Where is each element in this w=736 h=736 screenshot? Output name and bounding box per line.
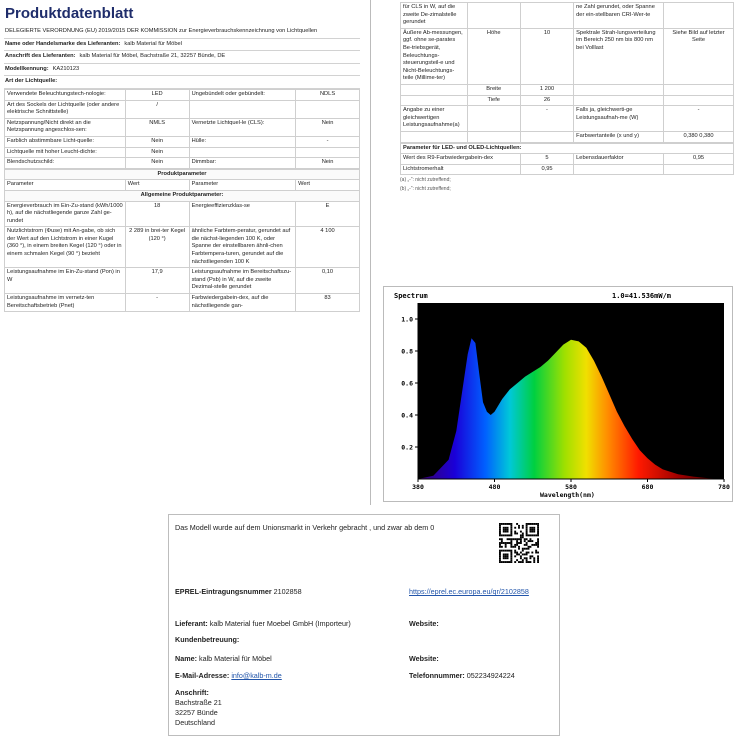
type-table-cell: Art des Sockels der Lichtquelle (oder andere elektrische Schnittstelle) [5, 100, 126, 118]
dimension-table-cell [467, 131, 520, 142]
y-tick-label: 0.8 [401, 347, 413, 356]
dimension-table-row [401, 131, 734, 142]
type-table-cell: Nein [125, 158, 189, 169]
supplier-value: kalb Material fuer Moebel GmbH (Importeur) [209, 619, 351, 628]
param-table-row [5, 268, 360, 294]
y-tick-label: 1.0 [401, 315, 413, 324]
type-table-cell [296, 147, 360, 158]
dimension-table-cell: Äußere Ab-messungen, ggf. ohne se-parates Be-triebsgerät, Beleuchtungs-steuerungsteil-e und Nicht-Beleuchtungs-teile (Millime-ter) [401, 28, 468, 84]
type-table-row [5, 118, 360, 136]
eprel-link[interactable]: https://eprel.ec.europa.eu/qr/2102858 [409, 587, 529, 596]
x-tick-label: 580 [565, 483, 577, 491]
y-tick-label: 0.6 [401, 379, 413, 388]
param-table-cell: Farbwiedergabein-dex, auf die nächstliegende gan- [189, 294, 296, 312]
type-table-row [5, 136, 360, 147]
address-line-2: 32257 Bünde [175, 708, 218, 717]
param-table-row [5, 294, 360, 312]
param-table-cell: Leistungsaufnahme im vernetz-ten Bereitschaftsbetrieb (Pnet) [5, 294, 126, 312]
type-table-cell [189, 100, 296, 118]
product-datasheet-panel [0, 0, 364, 505]
param-table-cell: Energieverbrauch im Ein-Zu-stand (kWh/1000 h), auf die nächstliegende ganze Zahl ge-rundet [5, 201, 126, 227]
y-tick-label: 0.2 [401, 443, 413, 452]
dimension-table-cell [467, 3, 520, 29]
type-table-cell: Dimmbar: [189, 158, 296, 169]
param-table-cell: 0,10 [296, 268, 360, 294]
dimension-table-cell: - [664, 106, 734, 132]
param-table-cell: 2 289 in brei-ter Kegel (120 °) [125, 227, 189, 268]
name-label: Name: [175, 654, 197, 663]
type-table-cell [189, 147, 296, 158]
dimension-table-row [401, 28, 734, 84]
qr-code-icon[interactable] [499, 523, 539, 563]
dimension-table-row [401, 95, 734, 106]
dimension-table-cell: Spektrale Strah-lungsverteilung im Bereich 250 nm bis 800 nm bei Volllast [574, 28, 664, 84]
type-table-cell: Nein [296, 158, 360, 169]
dimension-table-cell [467, 106, 520, 132]
dimension-table-cell: für CLS in W, auf die zweite De-zimalstelle gerundet [401, 3, 468, 29]
params-header-3: Parameter [189, 180, 296, 191]
param-table-row [5, 227, 360, 268]
param-table-cell: 83 [296, 294, 360, 312]
datasheet-continuation-panel [398, 0, 736, 272]
led-params-title: Parameter für LED- und OLED-Lichtquellen: [401, 143, 734, 154]
eprel-label: EPREL-Eintragungsnummer [175, 587, 272, 596]
led-table-cell: 5 [520, 154, 573, 165]
email-row [175, 671, 282, 681]
param-table-cell: 17,9 [125, 268, 189, 294]
led-table-cell: Lebensdauerfaktor [574, 154, 664, 165]
dimension-table-cell [401, 84, 468, 95]
params-header-2: Wert [125, 180, 189, 191]
dimension-table-cell [401, 95, 468, 106]
type-table-cell: Vernetzte Lichtquel-le (CLS): [189, 118, 296, 136]
dimension-table-row [401, 3, 734, 29]
website-row [409, 619, 439, 629]
datasheet-title: Produktdatenblatt [5, 5, 134, 22]
type-table-cell: Lichtquelle mit hoher Leucht-dichte: [5, 147, 126, 158]
led-table-cell [574, 164, 664, 175]
model-row [4, 64, 360, 77]
param-table-cell: E [296, 201, 360, 227]
type-table-cell: NMLS [125, 118, 189, 136]
dimension-table-cell: Angabe zu einer gleichwertigen Leistungsaufnahme(a) [401, 106, 468, 132]
param-table-cell: Nutzlichtstrom (Φuse) mit An-gabe, ob sich der Wert auf den Lichtstrom in einer Kugel (360 °), in einem breiten Kegel (120 °) oder in einem schmalen Kegel (90 °) bezieht [5, 227, 126, 268]
type-table-cell: Ungebündelt oder gebündelt: [189, 89, 296, 100]
x-tick-label: 780 [718, 483, 730, 491]
regulation-label: DELEGIERTE VERORDNUNG (EU) 2019/2015 DER KOMMISSION zur Energieverbrauchskennzeichnung von Lichtquellen [5, 28, 318, 34]
dimension-table-cell: - [520, 106, 573, 132]
dimension-table-cell [574, 84, 664, 95]
chart-annotation: 1.0=41.536mW/m [612, 292, 672, 300]
footnote-b: (b) „-“: nicht zutreffend; [400, 186, 451, 193]
dimension-table-cell [664, 95, 734, 106]
dimension-table-cell [664, 84, 734, 95]
eprel-row [175, 587, 302, 597]
light-source-type-table [4, 89, 360, 169]
led-table-cell [664, 164, 734, 175]
x-tick-label: 380 [412, 483, 424, 491]
dimension-table-cell: 10 [520, 28, 573, 84]
dimension-table-cell: 1 200 [520, 84, 573, 95]
dimension-table-cell: ne Zahl gerundet, oder Spanne der ein-stellbaren CRI-Wer-te [574, 3, 664, 29]
type-table-cell: NDLS [296, 89, 360, 100]
param-table-cell: Leistungsaufnahme im Bereitschaftszu-stand (Psb) in W, auf die zweite Dezimal-stelle gerundet [189, 268, 296, 294]
dimension-table-row [401, 106, 734, 132]
params-header-4: Wert [296, 180, 360, 191]
dimension-table-cell: Höhe [467, 28, 520, 84]
brand-value: kalb Material für Möbel [124, 40, 182, 47]
website-label: Website: [409, 619, 439, 628]
x-tick-label: 680 [641, 483, 654, 491]
light-source-type-heading: Art der Lichtquelle: [4, 76, 360, 89]
address-label: Anschrift des Lieferanten: [5, 53, 76, 60]
led-table-row [401, 164, 734, 175]
dimension-table-cell: Tiefe [467, 95, 520, 106]
website2-row [409, 654, 439, 664]
address-line-3: Deutschland [175, 718, 215, 727]
led-parameters-table [400, 143, 734, 176]
type-table-cell: Blendschutzschild: [5, 158, 126, 169]
dimension-table-cell: Farbwertanteile (x und y) [574, 131, 664, 142]
website2-label: Website: [409, 654, 439, 663]
x-tick-label: 480 [488, 483, 501, 491]
type-table-cell: Nein [125, 147, 189, 158]
led-table-cell: Lichtstromerhalt [401, 164, 521, 175]
spectrum-chart-svg [390, 289, 728, 499]
chart-title: Spectrum [394, 292, 428, 300]
dimension-table-cell: 0,380 0,380 [664, 131, 734, 142]
params-header-1: Parameter [5, 180, 126, 191]
dimension-table-cell: Breite [467, 84, 520, 95]
customer-service-label: Kundenbetreuung: [175, 635, 240, 644]
x-axis-label: Wavelength(nm) [540, 491, 595, 499]
type-table-cell: Nein [296, 118, 360, 136]
general-params-title: Allgemeine Produktparameter: [5, 190, 360, 201]
params-title: Produktparameter [5, 169, 360, 180]
address-line-1: Bachstraße 21 [175, 698, 222, 707]
email-link[interactable]: info@kalb-m.de [231, 671, 282, 680]
type-table-cell: Hülle: [189, 136, 296, 147]
phone-label: Telefonnummer: [409, 671, 465, 680]
dimension-table-cell: 26 [520, 95, 573, 106]
brand-row [4, 39, 360, 52]
led-table-cell: 0,95 [664, 154, 734, 165]
led-table-row [401, 154, 734, 165]
type-table-cell: - [296, 136, 360, 147]
model-value: KA210123 [52, 65, 80, 72]
supplier-label: Lieferant: [175, 619, 208, 628]
type-table-cell [296, 100, 360, 118]
registration-panel [168, 514, 560, 736]
model-label: Modellkennung: [5, 65, 49, 72]
param-table-cell: ähnliche Farbtem-peratur, gerundet auf die nächst-liegenden 100 K, oder Spanne der einstellbaren ähnli-chen Farbtempera-turen, gerundet auf die nächstliegenden 100 K [189, 227, 296, 268]
spectrum-chart [383, 286, 733, 502]
param-table-cell: Leistungsaufnahme im Ein-Zu-stand (Pon) in W [5, 268, 126, 294]
type-table-cell: Nein [125, 136, 189, 147]
param-table-row [5, 201, 360, 227]
name-value: kalb Material für Möbel [198, 654, 272, 663]
regulation-text [4, 26, 360, 39]
type-table-cell: Verwendete Beleuchtungstech-nologie: [5, 89, 126, 100]
type-table-cell: / [125, 100, 189, 118]
param-table-cell: - [125, 294, 189, 312]
led-table-cell: 0,95 [520, 164, 573, 175]
type-table-row [5, 158, 360, 169]
eprel-number: 2102858 [273, 587, 302, 596]
y-tick-label: 0.4 [401, 411, 413, 420]
dimension-table-cell [520, 3, 573, 29]
dimension-table-cell [664, 3, 734, 29]
footnote-a: (a) „-“: nicht zutreffend; [400, 177, 451, 184]
name-row [175, 654, 272, 664]
dimension-table-cell [520, 131, 573, 142]
page-divider [370, 0, 371, 505]
type-table-row [5, 100, 360, 118]
brand-label: Name oder Handelsmarke des Lieferanten: [5, 40, 121, 47]
email-label: E-Mail-Adresse: [175, 671, 230, 680]
dimension-table-row [401, 84, 734, 95]
phone-value: 052234924224 [466, 671, 515, 680]
dimension-table-cell [574, 95, 664, 106]
customer-service-heading [175, 635, 239, 645]
address-row [4, 51, 360, 64]
product-parameters-table [4, 169, 360, 313]
dimension-table-cell: Falls ja, gleichwerti-ge Leistungsaufnah-me (W) [574, 106, 664, 132]
type-table-cell: LED [125, 89, 189, 100]
dimension-table-cell [401, 131, 468, 142]
type-table-row [5, 89, 360, 100]
type-table-cell: Netzspannung/Nicht direkt an die Netzspannung angeschlos-sen: [5, 118, 126, 136]
led-table-cell: Wert des R9-Farbwiedergabein-dex [401, 154, 521, 165]
param-table-cell: 18 [125, 201, 189, 227]
type-table-row [5, 147, 360, 158]
phone-row [409, 671, 515, 681]
supplier-row [175, 619, 351, 629]
postal-address-block [175, 688, 222, 728]
postal-address-label: Anschrift: [175, 688, 209, 697]
market-intro-text: Das Modell wurde auf dem Unionsmarkt in Verkehr gebracht , und zwar ab dem 0 [175, 523, 435, 532]
dimensions-table [400, 2, 734, 143]
param-table-cell: 4 100 [296, 227, 360, 268]
dimension-table-cell: Siehe Bild auf letzter Seite [664, 28, 734, 84]
type-table-cell: Farblich abstimmbare Licht-quelle: [5, 136, 126, 147]
param-table-cell: Energieeffizienzklas-se [189, 201, 296, 227]
address-value: kalb Material für Möbel, Bachstraße 21, 32257 Bünde, DE [79, 53, 226, 60]
